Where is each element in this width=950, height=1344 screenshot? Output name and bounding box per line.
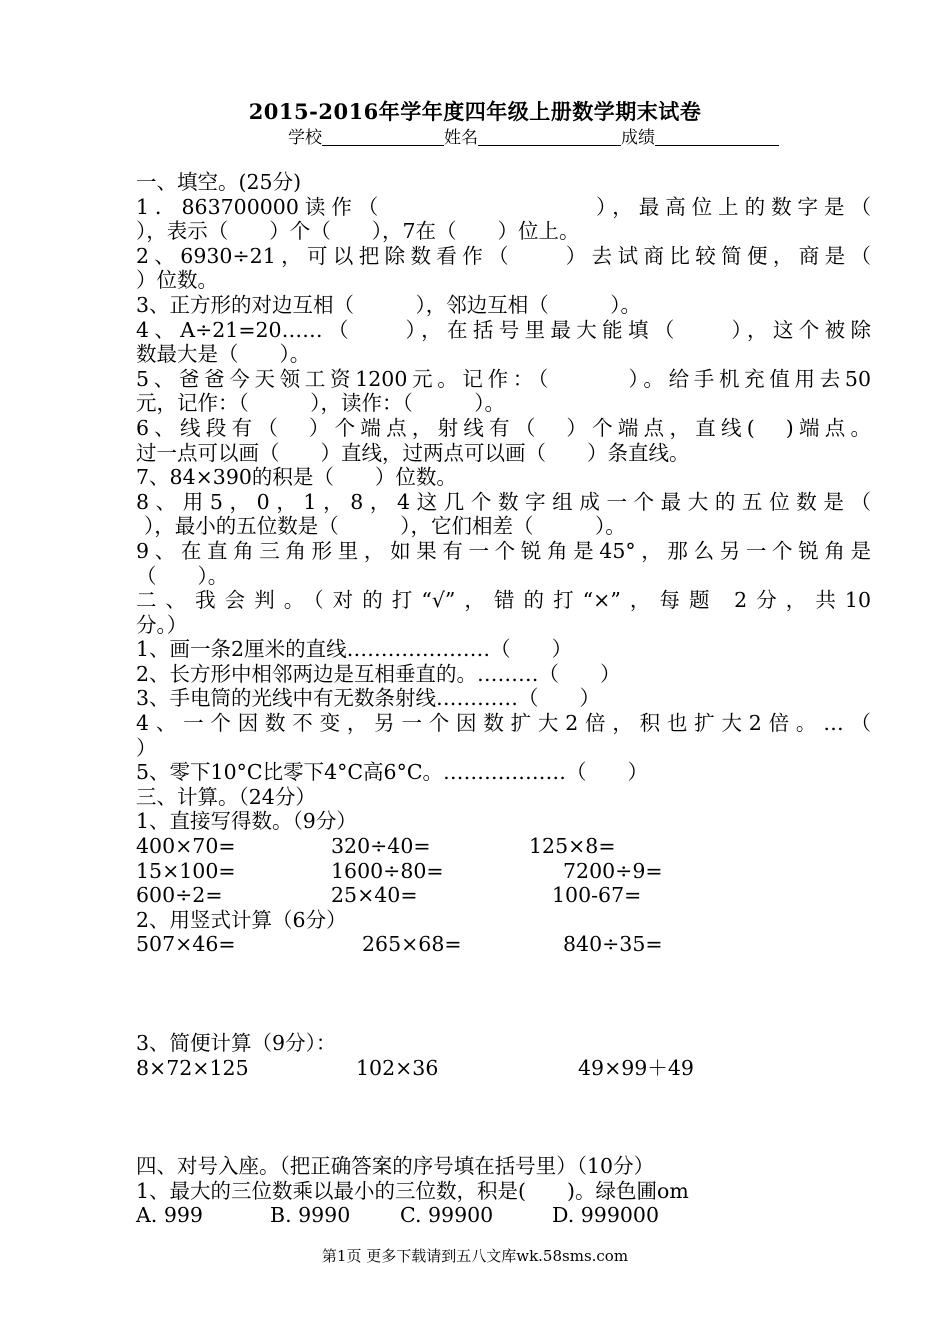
section-1-heading: 一、填空。(25分) [136,170,302,194]
name-label: 姓名 [444,128,478,148]
exam-content [136,170,871,1228]
calc-item: 600÷2= [136,883,223,908]
calc-row [136,859,871,884]
section-3-heading: 三、计算。（24分） [136,784,316,809]
calc-item: 1600÷80= [331,858,444,883]
question-line: ），表示（ ）个（ ），7在（ ）位上。 [136,219,580,244]
judge-item: 5、零下10°C比零下4°C高6°C。………………（ ） [136,760,649,785]
calc-item: 8×72×125 [136,1055,249,1080]
question-line: 9、在直角三角形里，如果有一个锐角是45°，那么另一个锐角是 [136,538,871,563]
calc-item: 25×40= [331,883,418,908]
choice-options [136,1203,871,1228]
choice-question: 1、最大的三位数乘以最小的三位数，积是( )。绿色圃om [136,1178,689,1203]
question-line: （ ）。 [136,563,229,588]
name-blank[interactable] [478,127,621,146]
question-line: 4、A÷21=20……（ ），在括号里最大能填（ ），这个被除 [136,317,871,342]
judge-item: 3、手电筒的光线中有无数条射线…………（ ） [136,686,601,711]
option-c[interactable]: C. 99900 [400,1203,494,1228]
judge-item: 2、长方形中相邻两边是互相垂直的。………（ ） [136,661,621,686]
sub-heading: 2、用竖式计算（6分） [136,907,347,932]
question-line: 5、爸爸今天领工资1200元。记作：（ ）。给手机充值用去50 [136,366,871,391]
calc-item: 15×100= [136,858,236,883]
section-4-heading: 四、对号入座。（把正确答案的序号填在括号里）（10分） [136,1154,655,1179]
question-line: 元，记作：（ ），读作：（ ）。 [136,391,505,416]
judge-item: 1、画一条2厘米的直线…………………（ ） [136,637,573,662]
sub-heading: 3、简便计算（9分）： [136,1031,337,1055]
question-line: 6、线段有（ ）个端点，射线有（ ）个端点，直线( )端点。 [136,415,871,440]
question-line: ）位数。 [136,268,218,293]
calc-row [136,883,871,908]
score-blank[interactable] [655,127,779,146]
option-a[interactable]: A. 999 [136,1203,203,1228]
calc-item: 102×36 [356,1055,439,1080]
calc-item: 125×8= [529,834,616,859]
school-blank[interactable] [322,127,444,146]
question-line: 1．863700000读作（ ），最高位上的数字是（ [136,194,871,219]
question-line: 8、用5，0，1，8，4这几个数字组成一个最大的五位数是（ [136,489,871,514]
sub-heading: 1、直接写得数。（9分） [136,809,357,834]
calc-row [136,932,871,957]
question-line: 2、6930÷21，可以把除数看作（ ）去试商比较简便，商是（ [136,243,871,268]
calc-item: 840÷35= [563,932,663,957]
calc-item: 507×46= [136,932,236,957]
calc-item: 265×68= [362,932,462,957]
calc-item: 49×99＋49 [578,1055,694,1080]
calc-item: 100-67= [552,883,642,908]
student-info-line [288,123,779,148]
question-line: 7、84×390的积是（ ）位数。 [136,465,457,490]
question-line: 过一点可以画（ ）直线，过两点可以画（ ）条直线。 [136,440,690,465]
option-d[interactable]: D. 999000 [552,1203,659,1228]
section-2-heading-cont: 分。） [136,612,188,637]
score-label: 成绩 [621,128,655,148]
calc-row [136,834,871,859]
work-space[interactable] [136,1080,871,1154]
section-2-heading: 二、我会判。（对的打“√”，错的打“×”，每题 2分，共10 [136,588,871,613]
question-line: 数最大是（ ）。 [136,342,311,367]
option-b[interactable]: B. 9990 [270,1203,351,1228]
judge-item: ） [136,735,157,760]
work-space[interactable] [136,957,871,1031]
calc-item: 7200÷9= [563,858,663,883]
question-line: ），最小的五位数是（ ），它们相差（ ）。 [144,514,626,539]
page-title: 2015-2016年学年度四年级上册数学期末试卷 [248,99,702,124]
calc-item: 400×70= [136,834,236,859]
judge-item: 4、一个因数不变，另一个因数扩大2倍，积也扩大2倍。…（ [136,711,871,736]
calc-row [136,1056,871,1081]
school-label: 学校 [288,128,322,148]
calc-item: 320÷40= [331,834,431,859]
page-footer: 第1页 更多下载请到五八文库wk.58sms.com [321,1247,629,1265]
question-line: 3、正方形的对边互相（ ），邻边互相（ ）。 [136,292,642,317]
